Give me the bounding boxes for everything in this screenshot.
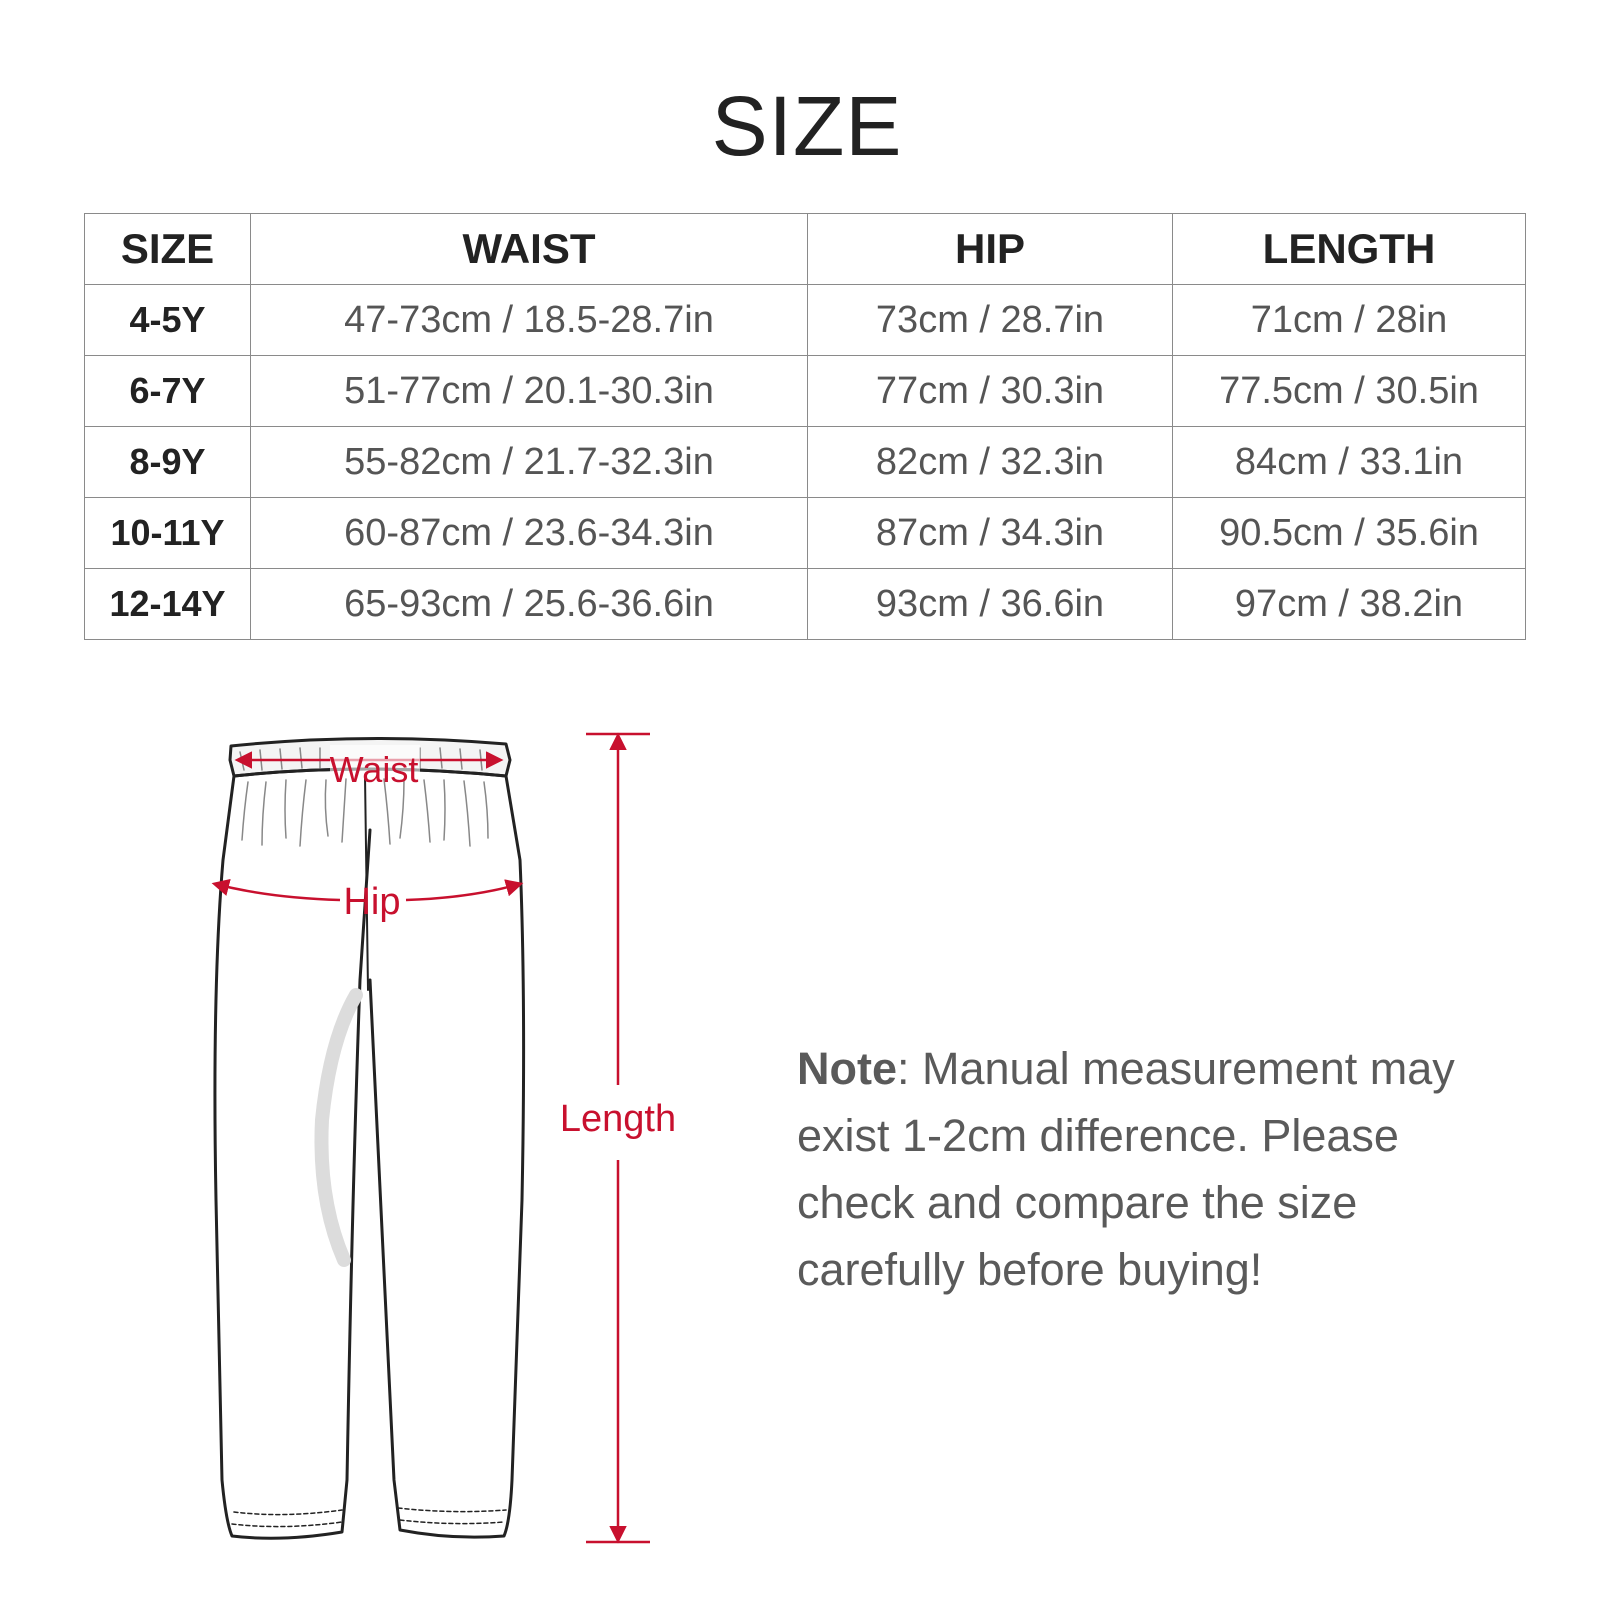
waist-cell: 55-82cm / 21.7-32.3in	[251, 427, 808, 498]
waist-cell: 51-77cm / 20.1-30.3in	[251, 356, 808, 427]
size-cell: 10-11Y	[85, 498, 251, 569]
header-hip: HIP	[808, 214, 1173, 285]
length-cell: 84cm / 33.1in	[1173, 427, 1526, 498]
measurement-note	[797, 1035, 1517, 1303]
table-row	[85, 498, 1526, 569]
pants-outline-icon	[215, 738, 524, 1538]
hip-cell: 82cm / 32.3in	[808, 427, 1173, 498]
size-chart-table	[84, 213, 1526, 640]
note-text: : Manual measurement may exist 1-2cm difference. Please check and compare the size carefully before buying!	[797, 1043, 1455, 1295]
note-lead: Note	[797, 1043, 897, 1094]
table-row	[85, 356, 1526, 427]
length-cell: 77.5cm / 30.5in	[1173, 356, 1526, 427]
page-title: SIZE	[711, 79, 903, 173]
size-cell: 12-14Y	[85, 569, 251, 640]
header-length: LENGTH	[1173, 214, 1526, 285]
waist-label: Waist	[329, 749, 419, 790]
pants-measurement-diagram	[0, 700, 720, 1560]
length-cell: 97cm / 38.2in	[1173, 569, 1526, 640]
waist-cell: 65-93cm / 25.6-36.6in	[251, 569, 808, 640]
size-cell: 6-7Y	[85, 356, 251, 427]
table-row	[85, 569, 1526, 640]
fabric-shading	[321, 995, 356, 1260]
hip-cell: 93cm / 36.6in	[808, 569, 1173, 640]
hip-measure-line-left	[215, 884, 340, 900]
waist-cell: 60-87cm / 23.6-34.3in	[251, 498, 808, 569]
hip-measure-line-right	[406, 884, 520, 900]
size-cell: 8-9Y	[85, 427, 251, 498]
size-cell: 4-5Y	[85, 285, 251, 356]
table-row	[85, 427, 1526, 498]
header-size: SIZE	[85, 214, 251, 285]
length-cell: 90.5cm / 35.6in	[1173, 498, 1526, 569]
hip-cell: 87cm / 34.3in	[808, 498, 1173, 569]
hip-cell: 73cm / 28.7in	[808, 285, 1173, 356]
header-waist: WAIST	[251, 214, 808, 285]
length-label: Length	[559, 1098, 677, 1140]
table-header-row	[85, 214, 1526, 285]
hip-cell: 77cm / 30.3in	[808, 356, 1173, 427]
table-row	[85, 285, 1526, 356]
length-cell: 71cm / 28in	[1173, 285, 1526, 356]
hip-label: Hip	[343, 881, 401, 923]
waist-cell: 47-73cm / 18.5-28.7in	[251, 285, 808, 356]
